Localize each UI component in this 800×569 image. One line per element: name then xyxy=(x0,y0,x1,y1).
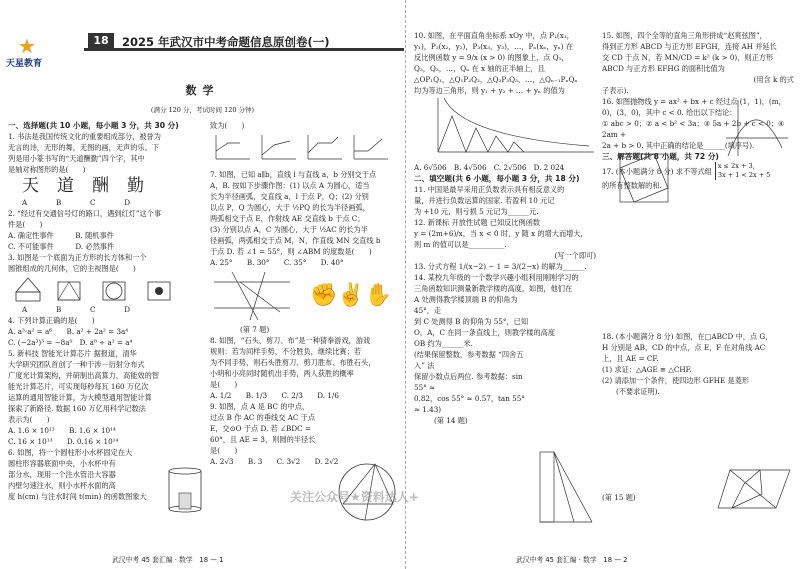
text-line: A，B. 按如下步骤作图：(1) 以点 A 为圆心，适当 xyxy=(210,181,370,190)
text-line: 则 m 的值可以是__________. xyxy=(414,240,507,249)
q7-q8-figures xyxy=(210,268,400,324)
text-line: 13. 分式方程 1/(x−2) − 1 = 3/(2−x) 的解为______. xyxy=(414,262,587,271)
inequality-system: x ≤ 2x + 3， 3x + 1 < 2x + 5 xyxy=(715,162,771,180)
text-line: y = (2m+6)/x，当 x < 0 时，y 随 x 的增大而增大， xyxy=(414,229,588,238)
text-line: 件是( ) xyxy=(8,220,43,229)
graph-options xyxy=(210,131,400,165)
section-heading: 二、填空题(共 6 小题，每小题 3 分，共 18 分) xyxy=(414,174,580,183)
section-heading: 一、选择题(共 10 小题，每小题 3 分，共 30 分) xyxy=(8,121,179,130)
text-line: 子表示). xyxy=(602,86,629,95)
text-line: A. a³·a² = a⁶ B. a² + 2a² = 3a⁴ xyxy=(8,327,129,336)
text-line: 能光计算芯片，可实现每秒每瓦 160 万亿次 xyxy=(8,382,149,391)
text-line: 60°，且 AE = 3，则圆的半径长 xyxy=(210,435,316,444)
text-line: H 分别是 AB，CD 的中点，点 E，F 在对角线 AC xyxy=(602,343,766,352)
seal-script-images: 天道酬勤 xyxy=(22,176,162,196)
text-line: 反比例函数 y = 9/x (x > 0) 的图象上，点 Q₁， xyxy=(414,53,569,62)
text-line: (不要求证明). xyxy=(616,387,660,396)
text-line: A. 2√3 B. 3 C. 3√2 D. 2√2 xyxy=(210,457,339,466)
text-line: 11. 中国是最早采用正负数表示具有相反意义的 xyxy=(414,185,565,194)
text-line: 径画弧，两弧相交于点 M，N，作直线 MN 交直线 b xyxy=(210,236,381,245)
text-line: 于点 D. 若 ∠1 = 55°，则 ∠ABM 的度数是( ) xyxy=(210,247,372,256)
text-line: 长为半径画弧，交直线 a，l 于点 P，Q；(2) 分别 xyxy=(210,192,369,201)
watermark-text: 关注公众号★资料达人+ xyxy=(290,490,419,504)
text-line: 5. 新科技 智能光计算芯片 据报道，清华 xyxy=(8,349,137,358)
text-line: A. 1/2 B. 1/3 C. 2/3 D. 1/6 xyxy=(210,391,339,400)
subject-heading: 数学 xyxy=(185,84,220,97)
text-line: 是( ) xyxy=(210,446,238,455)
exam-note: (满分 120 分，考试时间 120 分钟) xyxy=(150,106,255,114)
text-line: 度 h(cm) 与注水时间 t(min) 的函数图象大 xyxy=(8,492,147,501)
text-line: C. 不可能事件 D. 必然事件 xyxy=(8,242,115,251)
text-line: 7. 如图，已知 a∥b，直线 l 与直线 a，b 分别交于点 xyxy=(210,170,377,179)
text-line: 小明和小亮同时随机出手势，两人获胜的概率 xyxy=(210,369,354,378)
text-line: O，A，C 在同一条直线上，则教学楼的高度 xyxy=(414,328,556,337)
text-line: 交 CD 于点 N，若 MN/CD = k² (k > 0)，则正方形 xyxy=(602,53,774,62)
text-line: 2a + b > 0. 其中正确的结论是______(填序号). xyxy=(602,141,755,150)
text-line: 6. 如图，将一个圆柱形小水杯固定在大 xyxy=(8,448,133,457)
text-line: 16. 如图抛物线 y = ax² + bx + c 经过点 (1，1)，(m， xyxy=(602,97,786,106)
text-line: 三角函数知识测量新教学楼的高度，如图，他们在 xyxy=(414,284,573,293)
text-line: (1) 求证：△AGE ≌ △CHF. xyxy=(602,365,692,374)
text-line: y₁)，P₂(x₂，y₂)，P₃(x₃，y₃)，…，Pₙ(xₙ，yₙ) 在 xyxy=(414,42,574,51)
text-line: 12. 新课标 开放性试题 已知反比例函数 xyxy=(414,218,541,227)
text-line: 以点 P，Q 为圆心，大于 ½PQ 的长为半径画弧， xyxy=(210,203,370,212)
figure-caption: (第 7 题) xyxy=(240,325,270,334)
text-line: ① abc > 0；② a < b² < 3a；③ 5a + 2b + c < 0；④ 2am + xyxy=(602,119,785,139)
text-line: ABCD 与正方形 EFHG 的面积比值为 xyxy=(602,64,725,73)
text-line: (2) 请添加一个条件，使四边形 GFHE 是菱形 xyxy=(602,376,750,385)
right-column-1 xyxy=(414,30,596,426)
text-line: 运算的通用智能计算，为大模型通用智能计算 xyxy=(8,393,152,402)
page-footer-right: 武汉中考 45 套汇编 · 数学 18 — 2 xyxy=(516,556,628,564)
page-footer-left: 武汉中考 45 套汇编 · 数学 18 — 1 xyxy=(112,556,224,564)
text-line: OB 约为______米. xyxy=(414,339,473,348)
text-line: 3. 如图是一个底面为正方形的长方体和一个 xyxy=(8,253,147,262)
text-line: 量，并进行负数运算的国家. 若盈利 10 元记 xyxy=(414,196,555,205)
text-line: 为 +10 元，则亏损 5 元记为______元. xyxy=(414,207,539,216)
text-line: 10. 如图，在平面直角坐标系 xOy 中，点 P₁(x₁， xyxy=(414,31,574,40)
parabola-figure xyxy=(724,98,790,158)
text-line: 表示为( ) xyxy=(8,415,50,424)
text-line: A. 1.6 × 10¹³ B. 1.6 × 10¹⁴ xyxy=(8,426,116,435)
text-line: 0.82，cos 55° ≈ 0.57，tan 55° ≈ 1.43) xyxy=(414,394,525,414)
cylinder-cup-figure xyxy=(165,465,205,515)
hyperbola-figure xyxy=(414,96,596,158)
text-line: 两弧相交于点 E，作射线 AE 交直线 b 于点 C； xyxy=(210,214,365,223)
text-line: 14. 某校九年级的一个数学兴趣小组利用刚刚学习的 xyxy=(414,273,579,282)
text-line: 1. 书法是我国传统文化的重要组成部分，被誉为 xyxy=(8,132,161,141)
text-line: 4. 下列计算正确的是( ) xyxy=(8,316,95,325)
text-line: 0)，(3，0)，其中 c < 0. 给出以下结论： xyxy=(602,108,737,117)
text-line: (结果保留整数，参考数据 “四舍五入” 法 xyxy=(414,350,524,370)
text-line: 广度光计算架构，并研制出高算力，高能效的智 xyxy=(8,371,159,380)
text-line: 上，且 AE = CF. xyxy=(602,354,659,363)
brand-name: 天星教育 xyxy=(6,59,43,69)
left-column-1 xyxy=(8,120,208,502)
text-line: 均为等边三角形，则 y₁ + y₂ + … + yₙ 的值为 xyxy=(414,86,565,95)
text-line: 探索了新路径. 数据 160 万亿用科学记数法 xyxy=(8,404,146,413)
text-line: 9. 如图，点 A 是 BC 的中点， xyxy=(210,402,310,411)
text-line: 保留小数点后两位. 参考数据：sin 55° ≈ xyxy=(414,372,523,392)
text-line: (写一个即可) xyxy=(554,251,596,260)
text-line: E，交⊙O 于点 D. 若 ∠BDC = xyxy=(210,424,311,433)
text-line: 到 C 处测得 B 的仰角为 55°，已知 xyxy=(414,317,529,326)
right-page xyxy=(405,0,800,569)
right-column-2 xyxy=(602,30,794,397)
views-figures xyxy=(8,274,208,304)
text-line: 圆锥组成的几何体，它的主视图是( ) xyxy=(8,264,136,273)
paper-title: 2025 年武汉市中考命题信息原创卷(一) xyxy=(122,35,330,49)
hand-gesture-icon: ✊✌✋ xyxy=(310,283,393,308)
text-line: Q₂，Q₃，…，Qₙ 在 x 轴的正半轴上，且 xyxy=(414,64,545,73)
section-heading: 三、解答题(共 8 小题，共 72 分) xyxy=(602,152,719,161)
text-line: 得到正方形 ABCD 与正方形 EFGH，连接 AH 并延长 xyxy=(602,42,777,51)
paper-number-badge: 18 xyxy=(88,33,114,48)
text-line: 致为( ) xyxy=(210,121,245,130)
text-line: A. 6√506 B. 4√506 C. 2√506 D. 2 024 xyxy=(414,163,565,172)
text-line: A 处测得教学楼顶端 B 的仰角为 45°，走 xyxy=(414,295,518,315)
text-line: 部分水，现用一个注水管沿大容器 xyxy=(8,470,116,479)
figure-caption: (第 15 题) xyxy=(602,493,636,502)
star-logo-icon: ★ xyxy=(18,34,36,58)
text-line: 圆柱形容器底面中央，小水杯中有 xyxy=(8,459,116,468)
brand-logo xyxy=(6,34,46,69)
text-line: 是轴对称图形的是( ) xyxy=(8,165,86,174)
left-column-2 xyxy=(210,120,400,467)
text-line: △OP₁Q₁，△Q₁P₂Q₂，△Q₂P₃Q₃，…，△Qₙ₋₁PₙQₙ xyxy=(414,75,578,84)
building-figure xyxy=(534,446,594,528)
text-line: A. 确定性事件 B. 随机事件 xyxy=(8,231,114,240)
text-line: 列是用小篆书写的“天道酬勤”四个字，其中 xyxy=(8,154,145,163)
text-line: (3) 分别以点 A，C 为圆心，大于 ½AC 的长为半 xyxy=(210,225,368,234)
figure-caption: (第 14 题) xyxy=(434,416,468,425)
text-line: 为不同手势，则石头胜剪刀、剪刀胜布、布胜石头， xyxy=(210,358,376,367)
text-line: 过点 B 作 AC 的垂线交 AC 于点 xyxy=(210,413,316,422)
text-line: 规则：若为同样手势，不分胜负，继续比赛；若 xyxy=(210,347,361,356)
option-labels: A B C D xyxy=(22,305,130,314)
text-line: 15. 如图，四个全等的直角三角形拼成“赵爽弦图”， xyxy=(602,31,767,40)
zhao-shuang-square-figure xyxy=(616,150,672,206)
text-line: C. 16 × 10¹³ D. 0.16 × 10¹⁴ xyxy=(8,437,119,446)
text-line: 17. (本小题满分 8 分) 求不等式组 xyxy=(602,166,712,176)
text-line: C. (−2a³)³ = −8a⁹ D. a⁸ ÷ a² = a⁴ xyxy=(8,338,133,347)
text-line: 2. “经过有交通信号灯的路口，遇到红灯”这个事 xyxy=(8,209,162,218)
text-line: (用含 k 的式 xyxy=(753,75,794,84)
text-line: 8. 如图，“石头、剪刀、布”是一种猜拳游戏，游戏 xyxy=(210,336,371,345)
text-line: 的所有整数解的和. xyxy=(602,181,662,190)
text-line: 大学研究团队首创了一种干涉－衍射分布式 xyxy=(8,360,145,369)
text-line: 18. (本小题满分 8 分) 如图，在□ABCD 中，点 G， xyxy=(602,332,773,341)
q7-figure xyxy=(210,268,400,324)
parallelogram-figure xyxy=(716,466,792,512)
text-line: 是( ) xyxy=(210,380,238,389)
text-line: 内壁匀速注水，则小水杯水面的高 xyxy=(8,481,116,490)
text-line: 无言的诗，无形的舞，无图的画，无声的乐。下 xyxy=(8,143,159,152)
text-line: A. 25° B. 30° C. 35° D. 40° xyxy=(210,258,344,267)
option-labels: A B C D xyxy=(22,198,130,207)
solid-figure xyxy=(8,274,208,304)
